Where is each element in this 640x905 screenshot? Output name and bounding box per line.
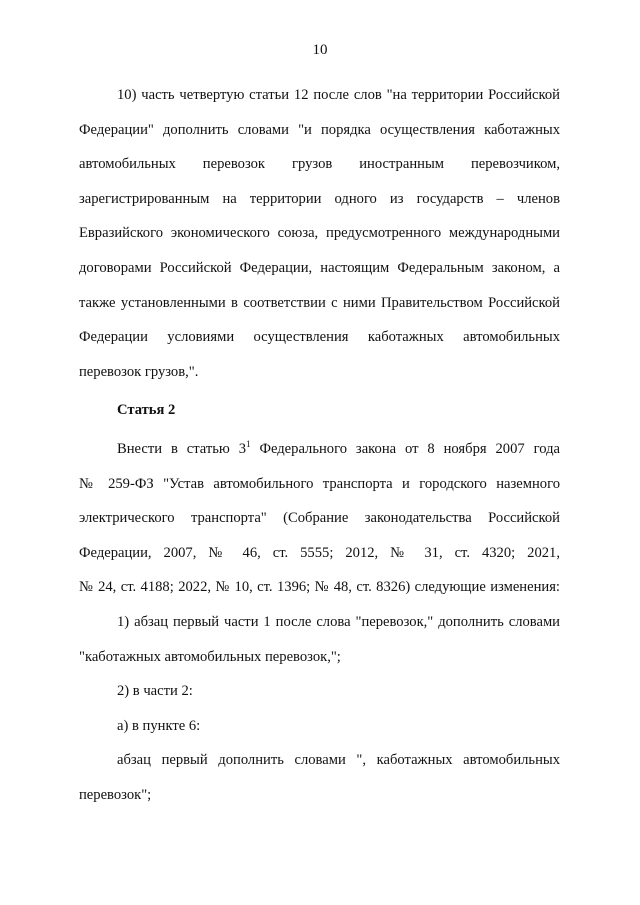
paragraph-article-2-intro (79, 432, 560, 605)
text-line: договорами Российской Федерации, настоящим Федеральным законом, а (79, 259, 560, 276)
document-body (79, 78, 560, 812)
paragraph-point-2: 2) в части 2: (117, 683, 193, 700)
text-line: перевозок"; (79, 786, 152, 803)
text-line: Федерации, 2007, № 46, ст. 5555; 2012, № 31, ст. 4320; 2021, (79, 544, 560, 561)
text-line: № 259-ФЗ "Устав автомобильного транспорта и городского наземного (79, 475, 560, 492)
text-line: Федерации условиями осуществления каботажных автомобильных (79, 329, 560, 346)
text-line: автомобильных перевозок грузов иностранным перевозчиком, (79, 156, 560, 173)
text-line: зарегистрированным на территории одного из государств – членов (79, 190, 560, 207)
text-line (79, 432, 560, 467)
page-number: 10 (312, 42, 328, 58)
text-line: 1) абзац первый части 1 после слова "перевозок," дополнить словами (117, 613, 560, 630)
intro-text-before: Внести в статью 3 (117, 440, 247, 457)
paragraph-point-1 (79, 605, 560, 674)
text-line: № 24, ст. 4188; 2022, № 10, ст. 1396; № 48, ст. 8326) следующие изменения: (79, 579, 560, 596)
text-line: электрического транспорта" (Собрание законодательства Российской (79, 510, 560, 527)
text-line: также установленными в соответствии с ними Правительством Российской (79, 294, 560, 311)
paragraph-point-2a: а) в пункте 6: (117, 717, 201, 734)
text-line: 10) часть четвертую статьи 12 после слов "на территории Российской (117, 87, 560, 103)
article-heading: Статья 2 (117, 402, 176, 419)
paragraph-item-10 (79, 78, 560, 389)
article-superscript: 1 (246, 438, 251, 449)
text-line: перевозок грузов,". (79, 363, 199, 380)
paragraph-point-2a-text (79, 743, 560, 812)
text-line: Федерации" дополнить словами "и порядка осуществления каботажных (79, 121, 560, 138)
text-line: Евразийского экономического союза, предусмотренного международными (79, 225, 560, 242)
text-line: "каботажных автомобильных перевозок,"; (79, 648, 341, 665)
text-line: абзац первый дополнить словами ", каботажных автомобильных (117, 752, 560, 769)
intro-text-after: Федерального закона от 8 ноября 2007 года (250, 440, 560, 457)
